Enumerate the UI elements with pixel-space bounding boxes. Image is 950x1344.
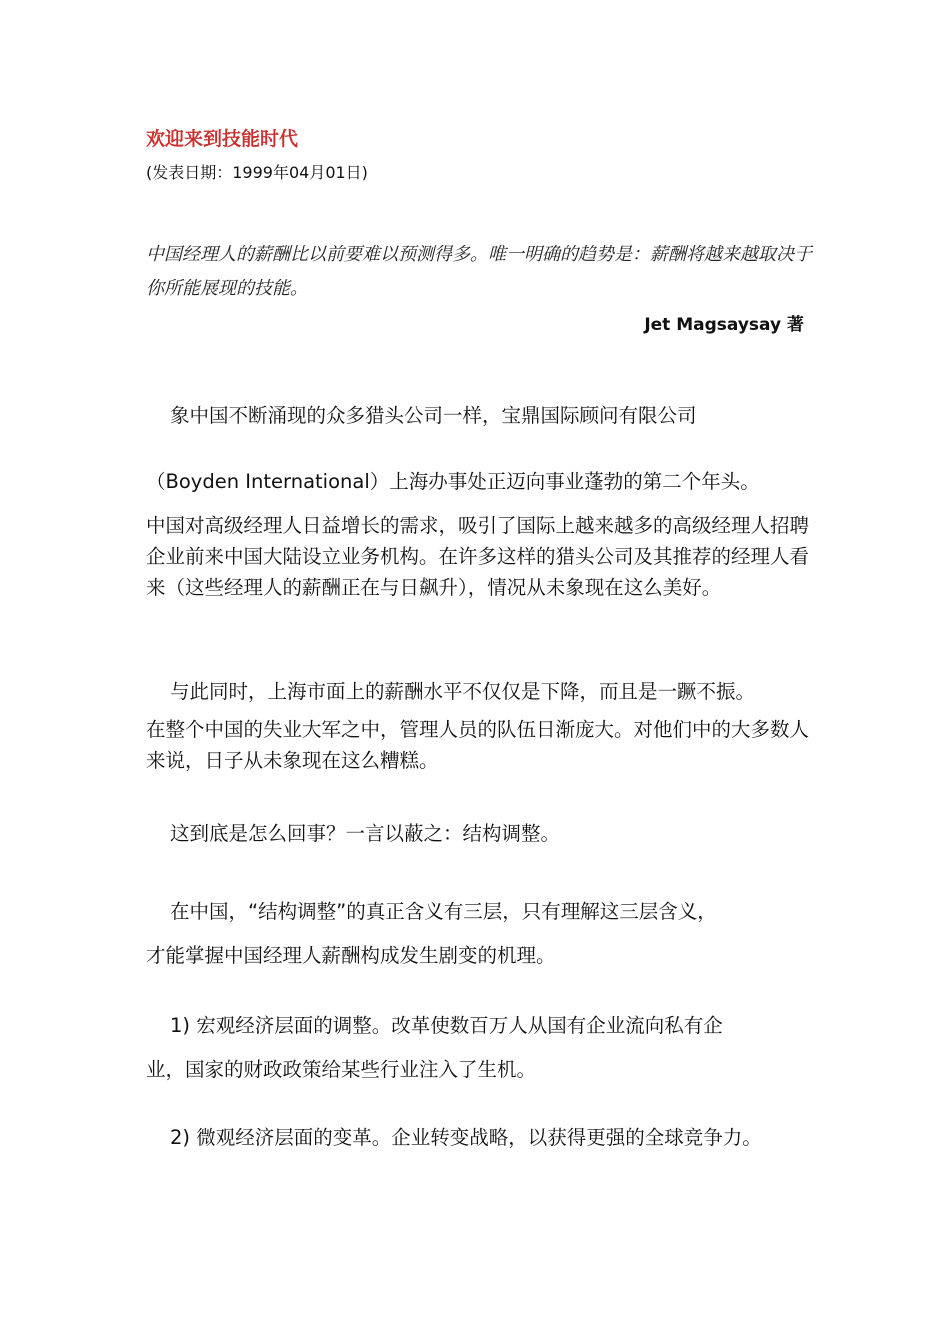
paragraph-line: 与此同时，上海市面上的薪酬水平不仅仅是下降，而且是一蹶不振。 — [170, 680, 756, 703]
article-author: Jet Magsaysay 著 — [644, 315, 804, 335]
list-item-continuation: 业，国家的财政政策给某些行业注入了生机。 — [146, 1058, 537, 1081]
paragraph-line: 象中国不断涌现的众多猎头公司一样，宝鼎国际顾问有限公司 — [170, 404, 697, 427]
paragraph: 中国对高级经理人日益增长的需求，吸引了国际上越来越多的高级经理人招聘企业前来中国大陆设立业务机构。在许多这样的猎头公司及其推荐的经理人看来（这些经理人的薪酬正在与日飙升），情况从未象现在这么美好。 — [146, 514, 810, 599]
paragraph-line: （Boyden International）上海办事处正迈向事业蓬勃的第二个年头。 — [146, 470, 760, 493]
paragraph-line: 在中国，“结构调整”的真正含义有三层，只有理解这三层含义， — [170, 900, 717, 923]
list-item: 2) 微观经济层面的变革。企业转变战略，以获得更强的全球竞争力。 — [170, 1126, 762, 1149]
paragraph-line: 才能掌握中国经理人薪酬构成发生剧变的机理。 — [146, 944, 556, 967]
paragraph: 这到底是怎么回事？一言以蔽之：结构调整。 — [170, 822, 561, 845]
article-abstract: 中国经理人的薪酬比以前要难以预测得多。唯一明确的趋势是：薪酬将越来越取决于你所能展现的技能。 — [146, 244, 812, 299]
publish-date: (发表日期：1999年04月01日) — [146, 163, 368, 182]
list-item: 1) 宏观经济层面的调整。改革使数百万人从国有企业流向私有企 — [170, 1014, 723, 1037]
paragraph: 在整个中国的失业大军之中，管理人员的队伍日渐庞大。对他们中的大多数人来说，日子从未象现在这么糟糕。 — [146, 718, 810, 772]
article-title: 欢迎来到技能时代 — [146, 128, 299, 150]
